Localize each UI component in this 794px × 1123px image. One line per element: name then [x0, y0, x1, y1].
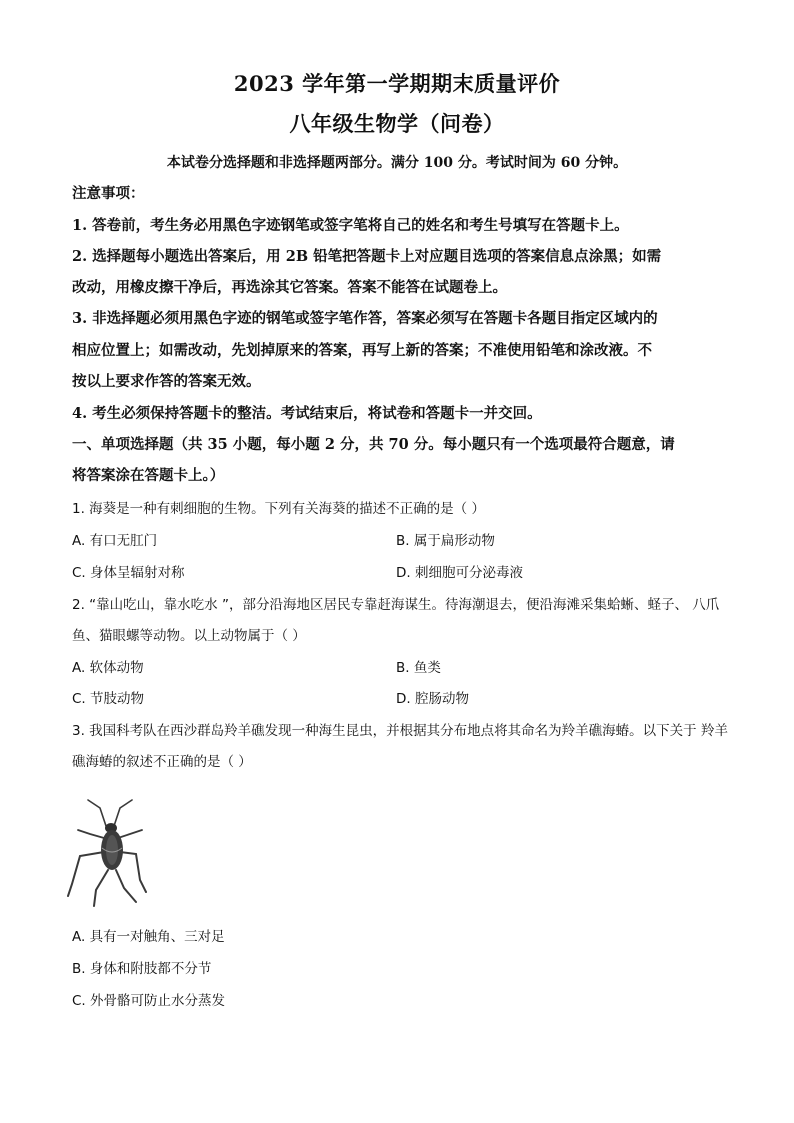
exam-intro: 本试卷分选择题和非选择题两部分。满分 100 分。考试时间为 60 分钟。 [166, 155, 628, 171]
note-line-1: 1. 答卷前，考生务必用黑色字迹钢笔或签字笔将自己的姓名和考生号填写在答题卡上。 [72, 217, 629, 234]
notes-heading: 注意事项： [72, 185, 145, 202]
question-1-option-c: C. 身体呈辐射对称 [72, 565, 185, 581]
question-3-option-c: C. 外骨骼可防止水分蒸发 [72, 993, 226, 1009]
question-2-option-a: A. 软体动物 [72, 660, 144, 676]
question-1-stem: 1. 海葵是一种有刺细胞的生物。下列有关海葵的描述不正确的是（ ） [72, 501, 485, 517]
question-2-option-d: D. 腔肠动物 [396, 691, 469, 707]
question-3-option-a: A. 具有一对触角、三对足 [72, 929, 225, 945]
question-3-stem-line-2: 礁海蝽的叙述不正确的是（ ） [72, 754, 252, 770]
sea-skater-insect-image [66, 792, 154, 912]
note-line-3: 改动，用橡皮擦干净后，再选涂其它答案。答案不能答在试题卷上。 [72, 279, 507, 296]
section-heading-line-2: 将答案涂在答题卡上。） [72, 467, 225, 484]
note-line-2: 2. 选择题每小题选出答案后，用 2B 铅笔把答题卡上对应题目选项的答案信息点涂黑；如需 [72, 248, 662, 265]
question-3-stem-line-1: 3. 我国科考队在西沙群岛羚羊礁发现一种海生昆虫，并根据其分布地点将其命名为羚羊礁海蝽。以下关于 羚羊 [72, 723, 728, 739]
note-line-7: 4. 考生必须保持答题卡的整洁。考试结束后，将试卷和答题卡一并交回。 [72, 405, 542, 422]
exam-subtitle: 八年级生物学（问卷） [289, 111, 505, 136]
question-2-option-b: B. 鱼类 [396, 660, 441, 676]
note-line-5: 相应位置上；如需改动，先划掉原来的答案，再写上新的答案；不准使用铅笔和涂改液。不 [72, 342, 652, 359]
question-2-stem-line-1: 2. “靠山吃山，靠水吃水 ”，部分沿海地区居民专靠赶海谋生。待海潮退去，便沿海滩采集蛤蜥、蛏子、 八爪 [72, 597, 720, 613]
section-heading-line-1: 一、单项选择题（共 35 小题，每小题 2 分，共 70 分。每小题只有一个选项最符合题意，请 [72, 436, 675, 453]
question-2-option-c: C. 节肢动物 [72, 691, 145, 707]
question-1-option-b: B. 属于扁形动物 [396, 533, 495, 549]
question-2-stem-line-2: 鱼、猫眼螺等动物。以上动物属于（ ） [72, 628, 306, 644]
question-1-option-a: A. 有口无肛门 [72, 533, 158, 549]
question-3-option-b: B. 身体和附肢都不分节 [72, 961, 212, 977]
question-1-option-d: D. 刺细胞可分泌毒液 [396, 565, 523, 581]
note-line-6: 按以上要求作答的答案无效。 [72, 373, 261, 390]
exam-title: 2023 学年第一学期期末质量评价 [233, 71, 561, 96]
note-line-4: 3. 非选择题必须用黑色字迹的钢笔或签字笔作答，答案必须写在答题卡各题目指定区域内的 [72, 310, 658, 327]
